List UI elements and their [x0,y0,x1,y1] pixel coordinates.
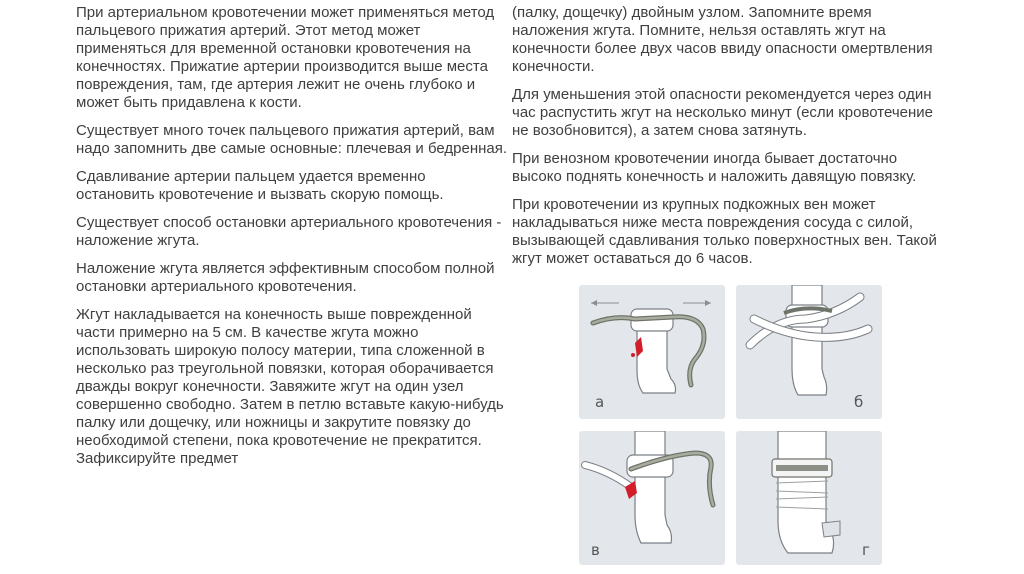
left-text-column [76,4,508,478]
right-paragraph-4: При кровотечении из крупных подкожных вен может накладываться ниже места повреждения сосуда с силой, вызывающей сдавливания только поверхностных вен. Такой жгут может оставаться до 6 часов. [512,196,937,267]
tourniquet-illustration [579,285,885,567]
panel-label-b: б [854,393,864,411]
right-paragraph-1: (палку, дощечку) двойным узлом. Запомните время наложения жгута. Помните, нельзя оставлять жгут на конечности более двух часов ввиду опасности омертвления конечности. [512,4,933,75]
tourniquet-step-v-drawing [579,431,725,565]
right-paragraph-3: При венозном кровотечении иногда бывает достаточно высоко поднять конечность и наложить давящую повязку. [512,150,917,185]
right-text-column [512,4,942,278]
panel-label-g: г [862,541,870,559]
panel-v [579,431,725,565]
panel-b [736,285,882,419]
panel-g [736,431,882,565]
right-paragraph-2: Для уменьшения этой опасности рекомендуется через один час распустить жгут на несколько минут (если кровотечение не возобновится), а затем снова затянуть. [512,86,933,139]
panel-label-a: а [595,393,605,411]
panel-label-v: в [591,541,600,559]
tourniquet-step-g-drawing [736,431,882,565]
panel-a [579,285,725,419]
left-paragraph-3: Сдавливание артерии пальцем удается временно остановить кровотечение и вызвать скорую помощь. [76,168,444,203]
left-paragraph-4: Существует способ остановки артериального кровотечения - наложение жгута. [76,214,502,249]
left-paragraph-1: При артериальном кровотечении может применяться метод пальцевого прижатия артерий. Этот метод может применяться для временной остановки кровотечения на конечностях. Прижатие артерии производится выше места повреждения, там, где артерия лежит не очень глубоко и может быть придавлена к кости. [76,4,495,111]
left-paragraph-5: Наложение жгута является эффективным способом полной остановки артериального кровотечения. [76,260,495,295]
left-paragraph-6: Жгут накладывается на конечность выше поврежденной части примерно на 5 см. В качестве жгута можно использовать широкую полосу материи, типа сложенной в несколько раз треугольной повязки, которая оборачивается дважды вокруг конечности. Завяжите жгут на один узел совершенно свободно. Затем в петлю вставьте какую-нибудь палку или дощечку, или ножницы и закрутите повязку до необходимой степени, пока кровотечение не прекратится. Зафиксируйте предмет [76,306,504,467]
left-paragraph-2: Существует много точек пальцевого прижатия артерий, вам надо запомнить две самые основные: плечевая и бедренная. [76,122,508,157]
